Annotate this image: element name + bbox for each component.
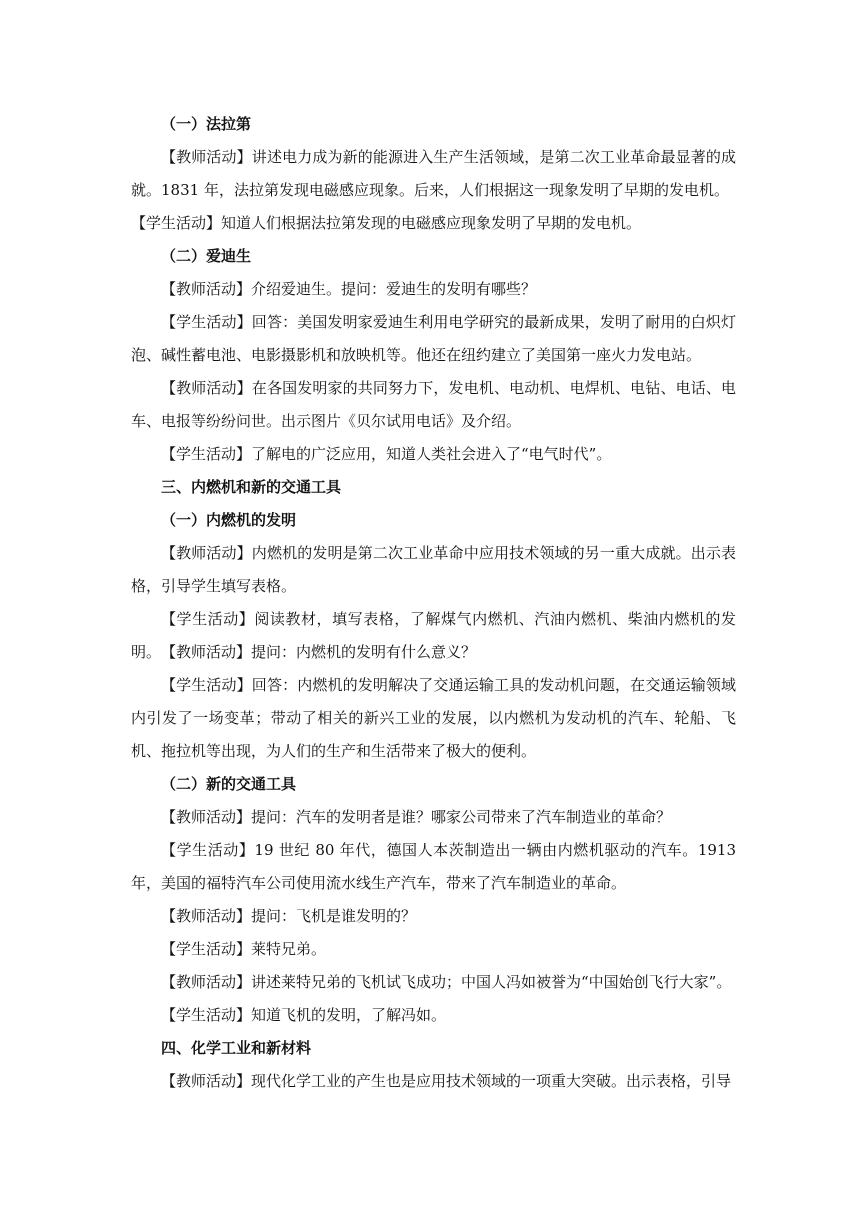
paragraph-student-car: 【学生活动】19 世纪 80 年代，德国人本茨制造出一辆由内燃机驱动的汽车。1913 年，美国的福特汽车公司使用流水线生产汽车，带来了汽车制造业的革命。 xyxy=(131,841,736,892)
paragraph-teacher-plane: 【教师活动】提问：飞机是谁发明的？ xyxy=(161,907,417,925)
paragraph-teacher-chemical: 【教师活动】现代化学工业的产生也是应用技术领域的一项重大突破。出示表格，引导 xyxy=(161,1072,732,1090)
paragraph-teacher-inventions: 【教师活动】在各国发明家的共同努力下，发电机、电动机、电焊机、电钻、电话、电车、电报等纷纷问世。出示图片《贝尔试用电话》及介绍。 xyxy=(131,379,736,430)
paragraph-student-plane: 【学生活动】莱特兄弟。 xyxy=(161,940,327,958)
paragraph-student-engine-answer: 【学生活动】回答：内燃机的发明解决了交通运输工具的发动机问题，在交通运输领域内引发了一场变革；带动了相关的新兴工业的发展，以内燃机为发动机的汽车、轮船、飞机、拖拉机等出现，为人们的生产和生活带来了极大的便利。 xyxy=(131,676,736,760)
paragraph-teacher-car: 【教师活动】提问：汽车的发明者是谁？哪家公司带来了汽车制造业的革命？ xyxy=(161,808,672,826)
paragraph-teacher-electricity: 【教师活动】讲述电力成为新的能源进入生产生活领域，是第二次工业革命最显著的成就。1831 年，法拉第发现电磁感应现象。后来，人们根据这一现象发明了早期的发电机。 xyxy=(131,148,736,199)
heading-section-three: 三、内燃机和新的交通工具 xyxy=(161,478,342,496)
paragraph-student-engine: 【学生活动】阅读教材，填写表格，了解煤气内燃机、汽油内燃机、柴油内燃机的发明。 xyxy=(131,610,736,661)
paragraph-teacher-engine-question: 【教师活动】提问：内燃机的发明有什么意义？ xyxy=(161,643,477,661)
paragraph-teacher-wright: 【教师活动】讲述莱特兄弟的飞机试飞成功；中国人冯如被誉为“中国始创飞行大家”。 xyxy=(161,973,732,991)
paragraph-student-fengru: 【学生活动】知道飞机的发明，了解冯如。 xyxy=(161,1006,447,1024)
heading-section-four: 四、化学工业和新材料 xyxy=(161,1039,312,1057)
heading-combustion-engine: （一）内燃机的发明 xyxy=(161,511,297,529)
heading-edison: （二）爱迪生 xyxy=(161,247,252,265)
paragraph-student-edison: 【学生活动】回答：美国发明家爱迪生利用电学研究的最新成果，发明了耐用的白炽灯泡、碱性蓄电池、电影摄影机和放映机等。他还在纽约建立了美国第一座火力发电站。 xyxy=(131,313,736,364)
heading-faraday: （一）法拉第 xyxy=(161,115,252,133)
paragraph-student-electric-age: 【学生活动】了解电的广泛应用，知道人类社会进入了“电气时代”。 xyxy=(161,445,612,463)
heading-new-transport: （二）新的交通工具 xyxy=(161,775,297,793)
paragraph-student-faraday: 【学生活动】知道人们根据法拉第发现的电磁感应现象发明了早期的发电机。 xyxy=(131,214,642,232)
paragraph-teacher-edison: 【教师活动】介绍爱迪生。提问：爱迪生的发明有哪些？ xyxy=(161,280,537,298)
paragraph-teacher-engine: 【教师活动】内燃机的发明是第二次工业革命中应用技术领域的另一重大成就。出示表格，引导学生填写表格。 xyxy=(131,544,736,595)
